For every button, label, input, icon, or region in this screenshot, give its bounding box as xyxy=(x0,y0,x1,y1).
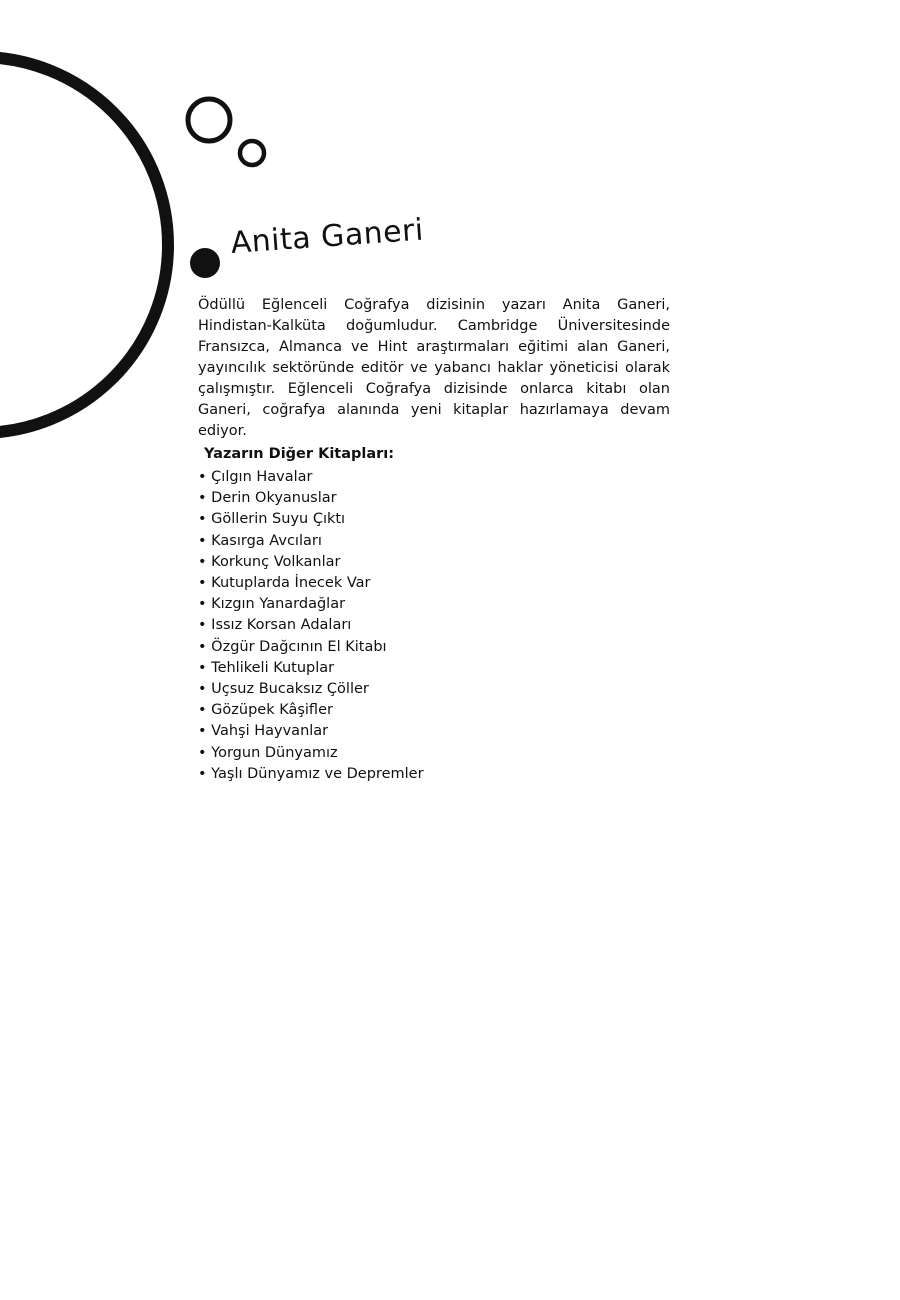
book-list-item: • Yaşlı Dünyamız ve Depremler xyxy=(198,764,424,785)
book-list-item: • Vahşi Hayvanlar xyxy=(198,721,424,742)
bubble-large-decoration xyxy=(188,99,230,141)
other-books-heading: Yazarın Diğer Kitapları: xyxy=(204,446,395,462)
book-list-item: • Göllerin Suyu Çıktı xyxy=(198,509,424,530)
book-list-item: • Korkunç Volkanlar xyxy=(198,552,424,573)
book-list-item: • Özgür Dağcının El Kitabı xyxy=(198,637,424,658)
book-list-item: • Derin Okyanuslar xyxy=(198,488,424,509)
book-list-item: • Çılgın Havalar xyxy=(198,467,424,488)
bubble-small-decoration xyxy=(240,141,264,165)
filled-dot-decoration xyxy=(190,248,220,278)
other-books-list xyxy=(198,467,424,785)
book-list-item: • Kutuplarda İnecek Var xyxy=(198,573,424,594)
author-name-title: Anita Ganeri xyxy=(229,212,425,261)
book-list-item: • Gözüpek Kâşifler xyxy=(198,700,424,721)
large-arc-decoration xyxy=(0,57,168,433)
book-list-item: • Uçsuz Bucaksız Çöller xyxy=(198,679,424,700)
book-list-item: • Tehlikeli Kutuplar xyxy=(198,658,424,679)
book-list-item: • Yorgun Dünyamız xyxy=(198,743,424,764)
author-bio-paragraph: Ödüllü Eğlenceli Coğrafya dizisinin yazarı Anita Ganeri, Hindistan-Kalküta doğumludur. Cambridge Üniversitesinde Fransızca, Almanca ve Hint araştırmaları eğitimi alan Ganeri, yayıncılık sektöründe editör ve yabancı haklar yöneticisi olarak çalışmıştır. Eğlenceli Coğrafya dizisinde onlarca kitabı olan Ganeri, coğrafya alanında yeni kitaplar hazırlamaya devam ediyor. xyxy=(198,297,670,439)
book-list-item: • Kızgın Yanardağlar xyxy=(198,594,424,615)
book-list-item: • Issız Korsan Adaları xyxy=(198,615,424,636)
book-list-item: • Kasırga Avcıları xyxy=(198,531,424,552)
